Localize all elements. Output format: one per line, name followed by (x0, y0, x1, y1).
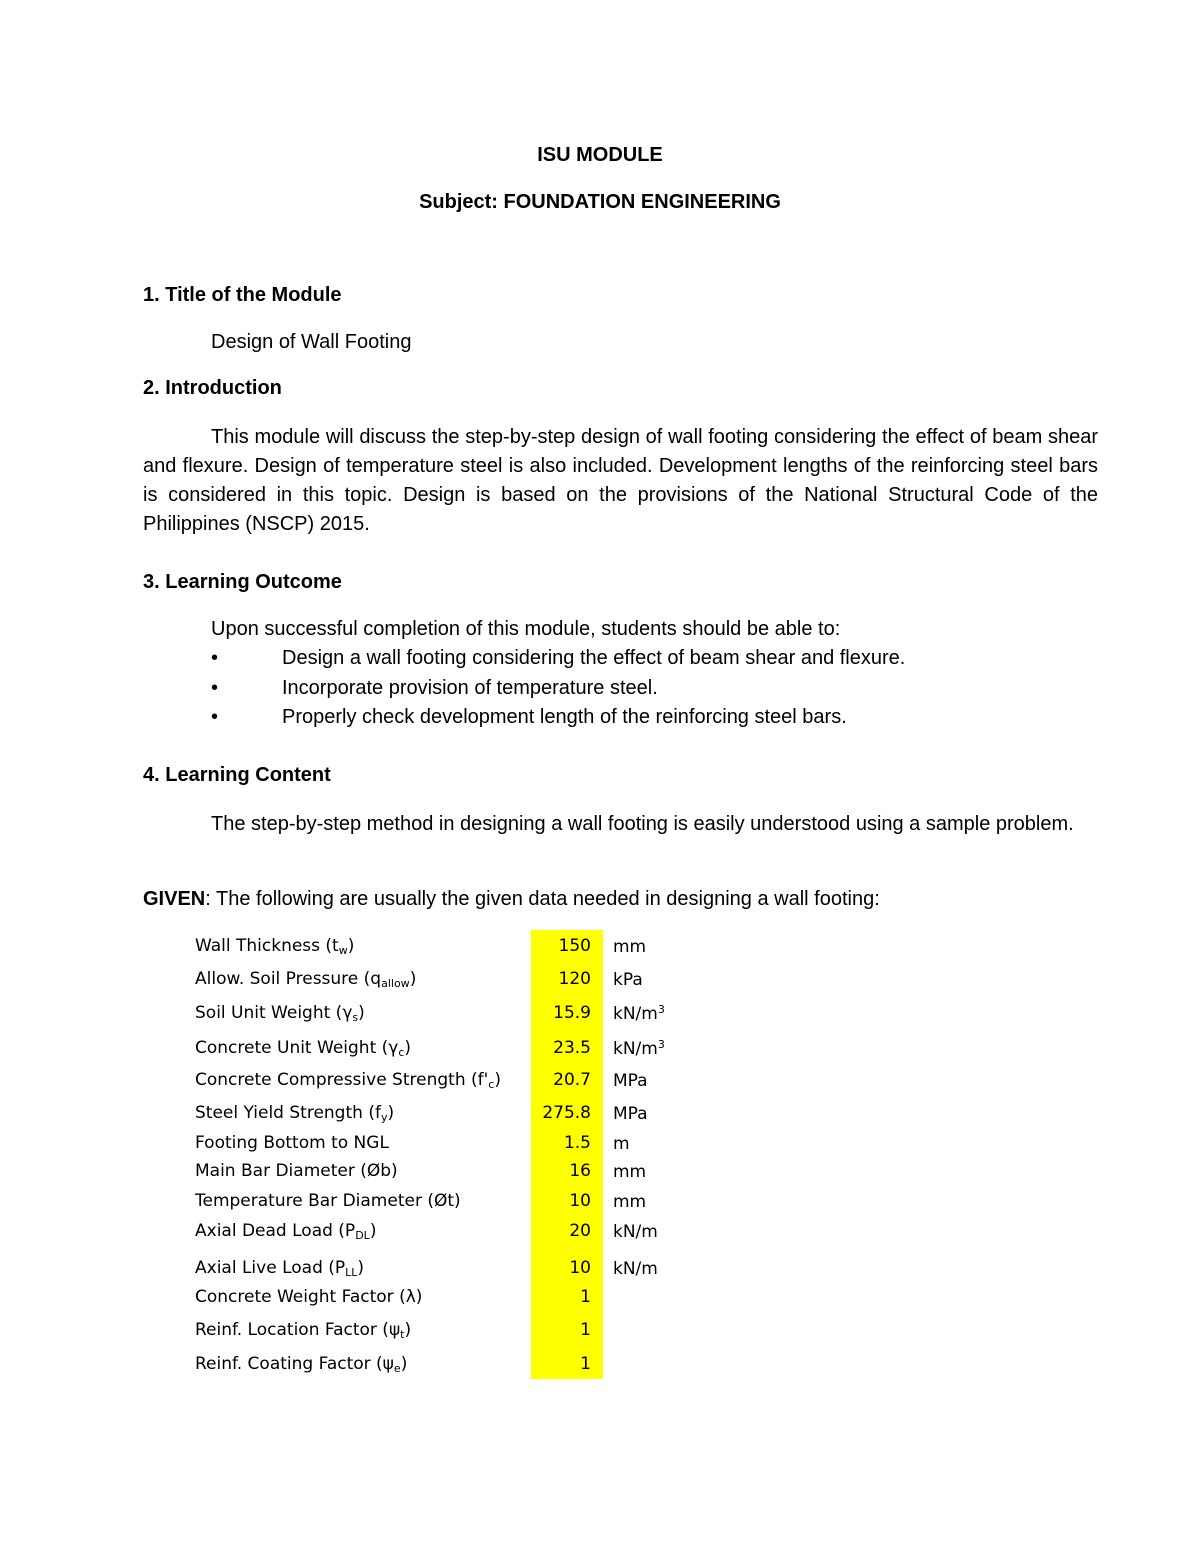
parameter-value: 15.9 (553, 1003, 591, 1023)
parameter-unit: $kN/m^3$ (613, 1003, 665, 1024)
section-2-heading: 2. Introduction (143, 377, 282, 399)
list-item-text: Incorporate provision of temperature steel. (282, 677, 658, 699)
parameter-value: 20 (569, 1221, 591, 1241)
table-row (0, 1038, 1200, 1068)
parameter-unit: MPa (613, 1104, 648, 1124)
parameter-value: 275.8 (542, 1103, 591, 1123)
bullet-icon: • (211, 647, 219, 669)
learning-content-paragraph: The step-by-step method in designing a wall footing is easily understood using a sample problem. (211, 813, 1074, 835)
table-row (0, 1003, 1200, 1033)
table-row (0, 1354, 1200, 1384)
given-text: : The following are usually the given data needed in designing a wall footing: (205, 888, 880, 910)
parameter-label: Concrete Compressive Strength $(f'_c)$ (195, 1070, 501, 1091)
parameter-label: Wall Thickness $(t_w)$ (195, 936, 355, 957)
parameter-value: 10 (569, 1258, 591, 1278)
parameter-value: 120 (558, 969, 591, 989)
parameter-value: 1 (580, 1287, 591, 1307)
table-row (0, 936, 1200, 966)
parameter-label: Axial Dead Load $(P_{DL})$ (195, 1221, 377, 1242)
parameter-unit: kN/m (613, 1222, 658, 1242)
parameter-value: 20.7 (553, 1070, 591, 1090)
bullet-icon: • (211, 677, 219, 699)
table-row (0, 1161, 1200, 1191)
parameter-unit: mm (613, 1162, 647, 1182)
parameter-label: Footing Bottom to NGL (195, 1133, 389, 1153)
table-row (0, 969, 1200, 999)
module-title-body: Design of Wall Footing (211, 331, 412, 353)
parameter-unit: MPa (613, 1071, 648, 1091)
given-line (143, 888, 880, 911)
parameter-label: Concrete Unit Weight $(\gamma_c)$ (195, 1038, 412, 1059)
parameter-value: 1.5 (563, 1133, 591, 1153)
given-label: GIVEN (143, 888, 206, 910)
parameter-unit: m (613, 1134, 630, 1154)
section-3-heading: 3. Learning Outcome (143, 571, 342, 593)
parameter-value: 150 (558, 936, 591, 956)
parameter-value: 1 (580, 1320, 591, 1340)
parameter-label: Allow. Soil Pressure $(q_{allow})$ (195, 969, 417, 990)
table-row (0, 1258, 1200, 1288)
table-row (0, 1070, 1200, 1100)
table-row (0, 1191, 1200, 1221)
parameter-unit: kPa (613, 970, 643, 990)
parameter-value: 1 (580, 1354, 591, 1374)
module-title: ISU MODULE (537, 144, 663, 166)
bullet-icon: • (211, 706, 219, 728)
table-row (0, 1221, 1200, 1251)
parameter-label: Concrete Weight Factor (λ) (195, 1287, 423, 1307)
parameter-label: Soil Unit Weight $(\gamma_s)$ (195, 1003, 365, 1024)
parameter-value: 23.5 (553, 1038, 591, 1058)
parameter-label: Reinf. Coating Factor $(\psi_e)$ (195, 1354, 408, 1375)
section-4-heading: 4. Learning Content (143, 764, 331, 786)
table-row (0, 1133, 1200, 1163)
table-row (0, 1103, 1200, 1133)
parameter-unit: $kN/m^3$ (613, 1038, 665, 1059)
parameter-label: Axial Live Load $(P_{LL})$ (195, 1258, 365, 1279)
parameter-label: Reinf. Location Factor $(\psi_t)$ (195, 1320, 412, 1341)
parameter-label: Main Bar Diameter (Øb) (195, 1161, 398, 1181)
parameter-value: 16 (569, 1161, 591, 1181)
introduction-paragraph: This module will discuss the step-by-step design of wall footing considering the effect of beam shear and flexure. Design of temperature steel is also included. Development lengths of the reinforcing steel bars is considered in this topic. Design is based on the provisions of the National Structural Code of the Philippines (NSCP) 2015. (143, 426, 1098, 535)
list-item-text: Properly check development length of the reinforcing steel bars. (282, 706, 847, 728)
subject-line: Subject: FOUNDATION ENGINEERING (419, 191, 781, 213)
learning-outcome-intro: Upon successful completion of this module, students should be able to: (211, 618, 841, 640)
list-item-text: Design a wall footing considering the effect of beam shear and flexure. (282, 647, 906, 669)
parameter-unit: kN/m (613, 1259, 658, 1279)
parameter-value: 10 (569, 1191, 591, 1211)
parameter-label: Steel Yield Strength $(f_y)$ (195, 1103, 395, 1124)
table-row (0, 1287, 1200, 1317)
table-row (0, 1320, 1200, 1350)
section-1-heading: 1. Title of the Module (143, 284, 342, 306)
parameter-label: Temperature Bar Diameter (Øt) (195, 1191, 461, 1211)
parameter-unit: mm (613, 1192, 647, 1212)
parameter-unit: mm (613, 937, 647, 957)
